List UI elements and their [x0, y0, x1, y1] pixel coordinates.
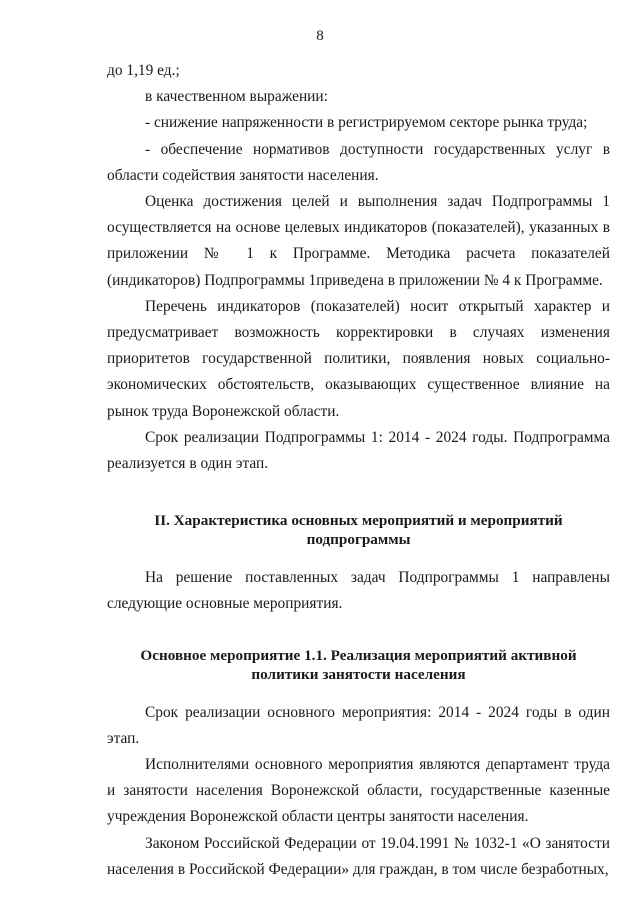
- paragraph-indicators-list: Перечень индикаторов (показателей) носит открытый характер и предусматривает возможность корректировки в случаях изменения приоритетов государственной политики, появления новых социально-экономических обстоятельств, оказывающих существенное влияние на рынок труда Воронежской области.: [107, 297, 610, 420]
- subsection-heading: Основное мероприятие 1.1. Реализация мероприятий активной политики занятости населения: [140, 646, 577, 683]
- section-heading: II. Характеристика основных мероприятий и мероприятий подпрограммы: [154, 512, 563, 549]
- paragraph-main-activities-intro: На решение поставленных задач Подпрограммы 1 направлены следующие основные мероприятия.: [107, 569, 610, 613]
- paragraph-continuation: до 1,19 ед.;: [107, 62, 180, 79]
- list-item-service-standards: - обеспечение нормативов доступности государственных услуг в области содействия занятости населения.: [107, 140, 610, 184]
- paragraph-executors: Исполнителями основного мероприятия являются департамент труда и занятости населения Воронежской области, государственные казенные учреждения Воронежской области центры занятости населения.: [107, 756, 610, 826]
- paragraph-activity-term: Срок реализации основного мероприятия: 2014 - 2024 годы в один этап.: [107, 703, 610, 747]
- list-item-tension-reduction: - снижение напряженности в регистрируемом секторе рынка труда;: [145, 114, 588, 132]
- document-body: [107, 58, 610, 883]
- paragraph-assessment: Оценка достижения целей и выполнения задач Подпрограммы 1 осуществляется на основе целевых индикаторов (показателей), указанных в приложении № 1 к Программе. Методика расчета показателей (индикаторов) Подпрограммы 1приведена в приложении № 4 к Программе.: [107, 193, 610, 289]
- paragraph-implementation-term: Срок реализации Подпрограммы 1: 2014 - 2024 годы. Подпрограмма реализуется в один этап.: [107, 428, 610, 473]
- paragraph-law-reference: Законом Российской Федерации от 19.04.1991 № 1032-1 «О занятости населения в Российской Федерации» для граждан, в том числе безработных,: [107, 834, 610, 878]
- paragraph-qualitative-intro: в качественном выражении:: [145, 88, 328, 106]
- page-number: 8: [316, 28, 324, 44]
